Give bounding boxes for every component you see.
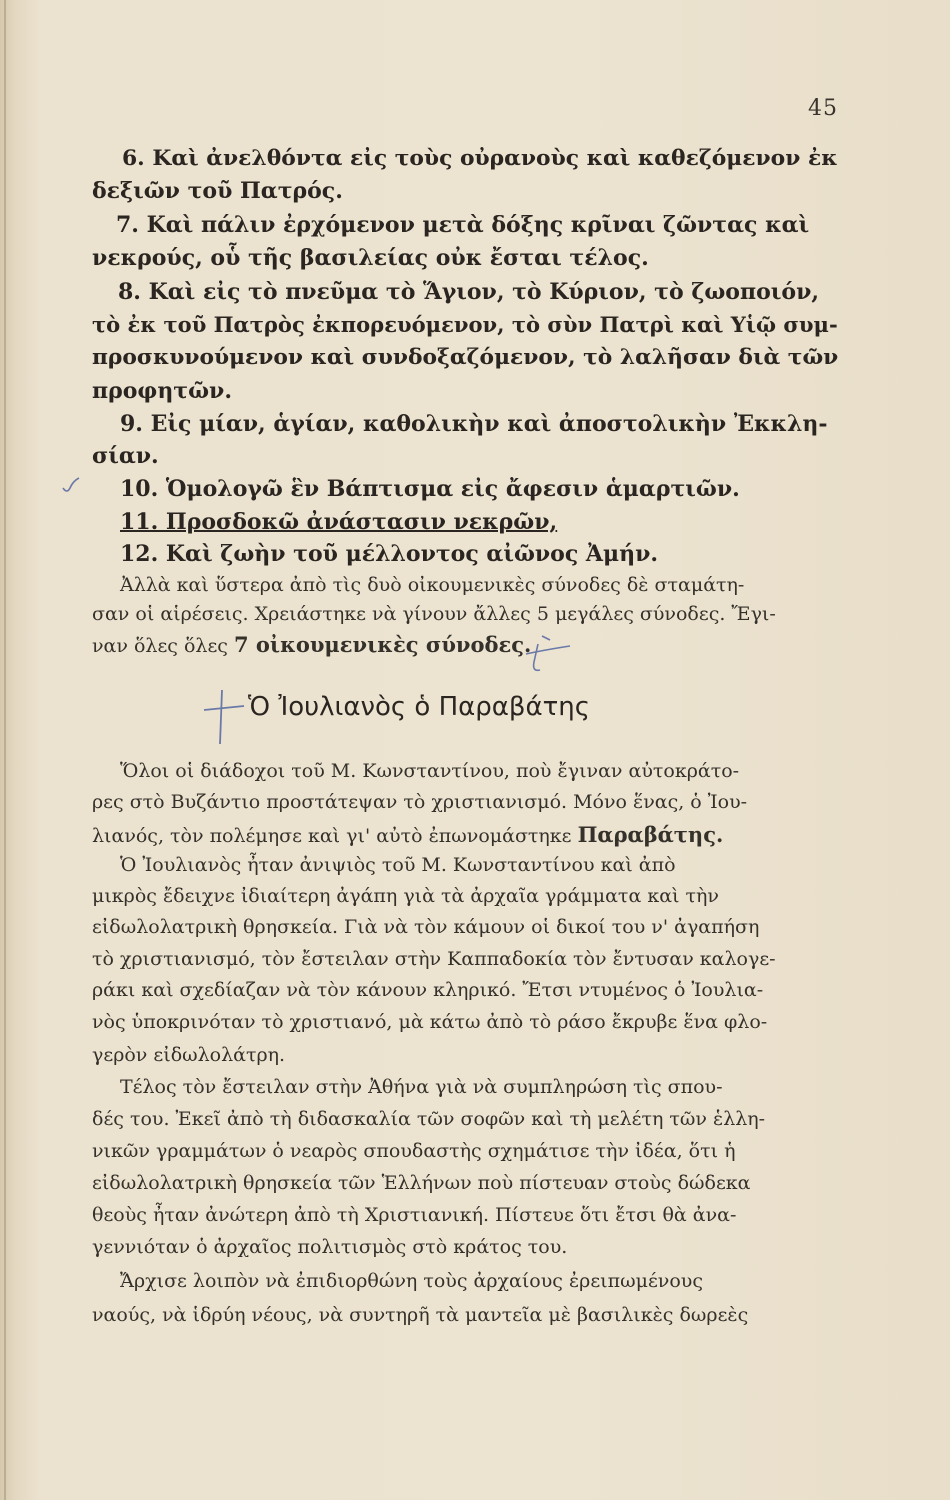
creed-line: τὸ ἐκ τοῦ Πατρὸς ἐκπορευόμενον, τὸ σὺν Πατρὶ καὶ Υἱῷ συμ- xyxy=(92,312,838,337)
text-line: ναούς, νὰ ἱδρύη νέους, νὰ συντηρῆ τὰ μαντεῖα μὲ βασιλικὲς δωρεὲς xyxy=(92,1304,749,1326)
bold-text: 7 οἰκουμενικὲς σύνοδες. xyxy=(233,632,532,657)
text-line xyxy=(92,634,531,656)
text-line: γεννιόταν ὁ ἀρχαῖος πολιτισμὸς στὸ κράτος του. xyxy=(92,1236,568,1258)
text-line: ρες στὸ Βυζάντιο προστάτεψαν τὸ χριστιανισμό. Μόνο ἕνας, ὁ Ἰου- xyxy=(92,791,748,813)
creed-line: 12. Καὶ ζωὴν τοῦ μέλλοντος αἰῶνος Ἀμήν. xyxy=(120,541,658,567)
text-line: θεοὺς ἦταν ἀνώτερη ἀπὸ τὴ Χριστιανική. Πίστευε ὅτι ἔτσι θὰ ἀνα- xyxy=(92,1204,737,1226)
text-span: ναν ὅλες ὅλες xyxy=(92,635,234,657)
text-line: νικῶν γραμμάτων ὁ νεαρὸς σπουδαστὴς σχημάτισε τὴν ἰδέα, ὅτι ἡ xyxy=(92,1140,736,1162)
text-line: νὸς ὑποκρινόταν τὸ χριστιανό, μὰ κάτω ἀπὸ τὸ ράσο ἔκρυβε ἕνα φλο- xyxy=(92,1011,768,1033)
creed-line: νεκρούς, οὗ τῆς βασιλείας οὐκ ἔσται τέλος. xyxy=(92,245,649,271)
creed-line: προφητῶν. xyxy=(92,378,232,404)
bold-text: Παραβάτης. xyxy=(577,822,724,847)
text-line: Ὁ Ἰουλιανὸς ἦταν ἀνιψιὸς τοῦ Μ. Κωνσταντίνου καὶ ἀπὸ xyxy=(120,854,676,876)
text-line: δές του. Ἐκεῖ ἀπὸ τὴ διδασκαλία τῶν σοφῶν καὶ τὴ μελέτη τῶν ἑλλη- xyxy=(92,1108,766,1130)
creed-line: 7. Καὶ πάλιν ἐρχόμενον μετὰ δόξης κρῖναι ζῶντας καὶ xyxy=(116,212,810,238)
creed-line: δεξιῶν τοῦ Πατρός. xyxy=(92,178,343,204)
text-line: Τέλος τὸν ἔστειλαν στὴν Ἀθήνα γιὰ νὰ συμπληρώση τὶς σπου- xyxy=(120,1076,723,1098)
creed-line: 11. Προσδοκῶ ἀνάστασιν νεκρῶν, xyxy=(120,509,558,535)
creed-line: σίαν. xyxy=(92,443,159,469)
creed-line: 8. Καὶ εἰς τὸ πνεῦμα τὸ Ἅγιον, τὸ Κύριον, τὸ ζωοποιόν, xyxy=(118,279,819,305)
text-line: εἰδωλολατρικὴ θρησκεία. Γιὰ νὰ τὸν κάμουν οἱ δικοί του ν' ἀγαπήση xyxy=(92,916,760,938)
text-span: λιανός, τὸν πολέμησε καὶ γι' αὐτὸ ἐπωνομάστηκε xyxy=(92,825,578,847)
page-binding-edge xyxy=(4,0,6,1500)
text-line: τὸ χριστιανισμό, τὸν ἔστειλαν στὴν Καππαδοκία τὸν ἔντυσαν καλογε- xyxy=(92,948,776,970)
text-line: εἰδωλολατρικὴ θρησκεία τῶν Ἑλλήνων ποὺ πίστευαν στοὺς δώδεκα xyxy=(92,1172,751,1194)
text-line: μικρὸς ἔδειχνε ἰδιαίτερη ἀγάπη γιὰ τὰ ἀρχαῖα γράμματα καὶ τὴν xyxy=(92,885,719,907)
pencil-scribble-icon xyxy=(510,630,580,680)
pencil-checkmark-icon xyxy=(60,476,82,496)
text-line: Ἀλλὰ καὶ ὕστερα ἀπὸ τὶς δυὸ οἰκουμενικὲς σύνοδες δὲ σταμάτη- xyxy=(120,574,745,596)
text-line: Ὅλοι οἱ διάδοχοι τοῦ Μ. Κωνσταντίνου, ποὺ ἔγιναν αὐτοκράτο- xyxy=(120,760,740,782)
page-number: 45 xyxy=(808,96,838,121)
text-line: γερὸν εἰδωλολάτρη. xyxy=(92,1044,286,1066)
text-line: σαν οἱ αἱρέσεις. Χρειάστηκε νὰ γίνουν ἄλλες 5 μεγάλες σύνοδες. Ἔγι- xyxy=(92,603,776,625)
text-line xyxy=(92,824,723,846)
creed-line: 9. Εἰς μίαν, ἁγίαν, καθολικὴν καὶ ἀποστολικὴν Ἐκκλη- xyxy=(120,411,828,437)
creed-line: προσκυνούμενον καὶ συνδοξαζόμενον, τὸ λαλῆσαν διὰ τῶν xyxy=(92,345,839,370)
creed-line: 6. Καὶ ἀνελθόντα εἰς τοὺς οὐρανοὺς καὶ καθεζόμενον ἐκ xyxy=(122,146,838,171)
pencil-cross-icon xyxy=(200,684,246,748)
text-line: ράκι καὶ σχεδίαζαν νὰ τὸν κάνουν κληρικό. Ἔτσι ντυμένος ὁ Ἰουλια- xyxy=(92,979,764,1001)
creed-line: 10. Ὁμολογῶ ἓν Βάπτισμα εἰς ἄφεσιν ἁμαρτιῶν. xyxy=(120,476,740,502)
section-heading: Ὁ Ἰουλιανὸς ὁ Παραβάτης xyxy=(248,692,591,722)
text-line: Ἄρχισε λοιπὸν νὰ ἐπιδιορθώνη τοὺς ἀρχαίους ἐρειπωμένους xyxy=(120,1270,703,1292)
